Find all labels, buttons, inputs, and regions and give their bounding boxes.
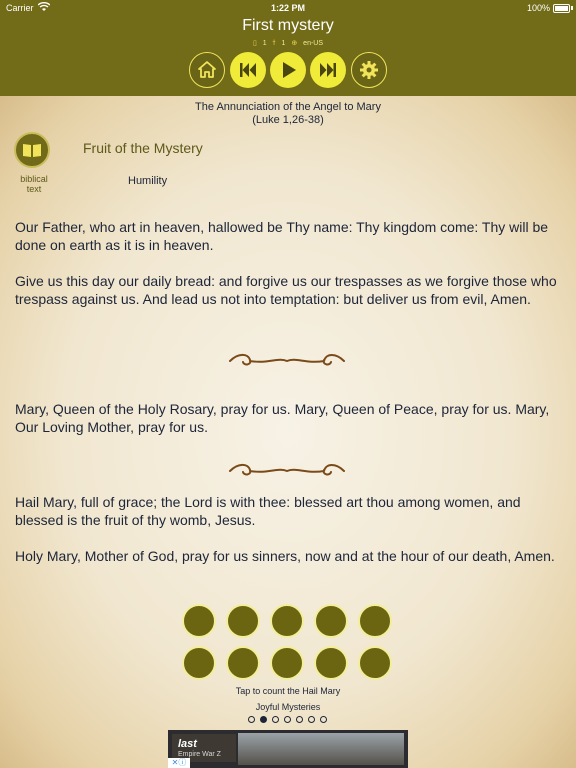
bead-2[interactable] (226, 604, 260, 638)
bead-9[interactable] (314, 646, 348, 680)
page-dot-4[interactable] (284, 716, 291, 723)
battery-icon (553, 4, 570, 13)
page-dot-7[interactable] (320, 716, 327, 723)
prayer-page (0, 96, 576, 768)
hands-icon: ϯ (272, 40, 276, 47)
page-dot-6[interactable] (308, 716, 315, 723)
hail-mary-part2: Holy Mary, Mother of God, pray for us sinners, now and at the hour of our death, Amen. (15, 548, 555, 564)
hail-mary-part1: Hail Mary, full of grace; the Lord is with thee: blessed art thou among women, and blessed is the fruit of thy womb, Jesus. (15, 494, 521, 528)
bead-count: 1 (281, 40, 286, 47)
skip-forward-icon (310, 52, 346, 88)
carrier-label: Carrier (6, 3, 34, 13)
play-button[interactable] (270, 52, 306, 88)
bead-6[interactable] (182, 646, 216, 680)
mystery-heading (0, 101, 576, 127)
next-button[interactable] (310, 52, 346, 88)
ornament-divider (228, 461, 346, 481)
biblical-label-line2: text (26, 184, 42, 194)
language-code: en-US (303, 40, 324, 47)
bead-3[interactable] (270, 604, 304, 638)
page-dot-3[interactable] (272, 716, 279, 723)
previous-button[interactable] (230, 52, 266, 88)
page-dot-2[interactable] (260, 716, 267, 723)
home-icon (190, 53, 224, 87)
hail-mary-beads (182, 604, 398, 684)
bead-7[interactable] (226, 646, 260, 680)
home-button[interactable] (189, 52, 225, 88)
page-dot-5[interactable] (296, 716, 303, 723)
biblical-label-line1: biblical (20, 174, 48, 184)
navigation-bar (0, 16, 576, 96)
bead-10[interactable] (358, 646, 392, 680)
decade-number: 1 (262, 40, 267, 47)
bead-4[interactable] (314, 604, 348, 638)
battery-percentage: 100% (526, 3, 550, 13)
bead-hint: Tap to count the Hail Mary (235, 686, 341, 696)
mystery-meta (0, 39, 576, 47)
page-title: First mystery (242, 17, 334, 34)
clock: 1:22 PM (270, 3, 305, 13)
ad-banner[interactable] (168, 730, 408, 768)
fruit-title: Fruit of the Mystery (83, 140, 203, 156)
ad-title: last (178, 738, 197, 750)
ad-artwork (238, 733, 404, 765)
page-icon: ▯ (252, 40, 257, 47)
page-dot-1[interactable] (248, 716, 255, 723)
battery-tip (571, 6, 573, 10)
globe-icon: ⊕ (291, 40, 298, 47)
biblical-text-button[interactable] (14, 132, 50, 168)
bead-5[interactable] (358, 604, 392, 638)
mystery-name: The Annunciation of the Angel to Mary (195, 101, 381, 113)
bead-1[interactable] (182, 604, 216, 638)
mystery-set-label: Joyful Mysteries (255, 702, 321, 712)
bead-8[interactable] (270, 646, 304, 680)
page-indicator[interactable] (248, 716, 332, 726)
settings-button[interactable] (351, 52, 387, 88)
ad-info-icon[interactable]: ✕ⓘ (168, 758, 190, 768)
our-father-part1: Our Father, who art in heaven, hallowed be Thy name: Thy kingdom come: Thy will be done on earth as it is in heaven. (15, 219, 549, 253)
book-icon (16, 134, 48, 166)
play-icon (270, 52, 306, 88)
ad-subtitle: Empire War Z (178, 751, 221, 758)
status-bar (0, 0, 576, 16)
gear-icon (352, 53, 386, 87)
our-father-part2: Give us this day our daily bread: and forgive us our trespasses as we forgive those who trespass against us. And lead us not into temptation: but deliver us from evil, Amen. (15, 273, 557, 307)
skip-back-icon (230, 52, 266, 88)
fruit-value: Humility (128, 175, 168, 187)
biblical-text-label[interactable] (12, 174, 56, 194)
scripture-reference: (Luke 1,26-38) (252, 114, 324, 126)
marian-invocation: Mary, Queen of the Holy Rosary, pray for us. Mary, Queen of Peace, pray for us. Mary, Our Loving Mother, pray for us. (15, 401, 550, 435)
ornament-divider (228, 351, 346, 371)
